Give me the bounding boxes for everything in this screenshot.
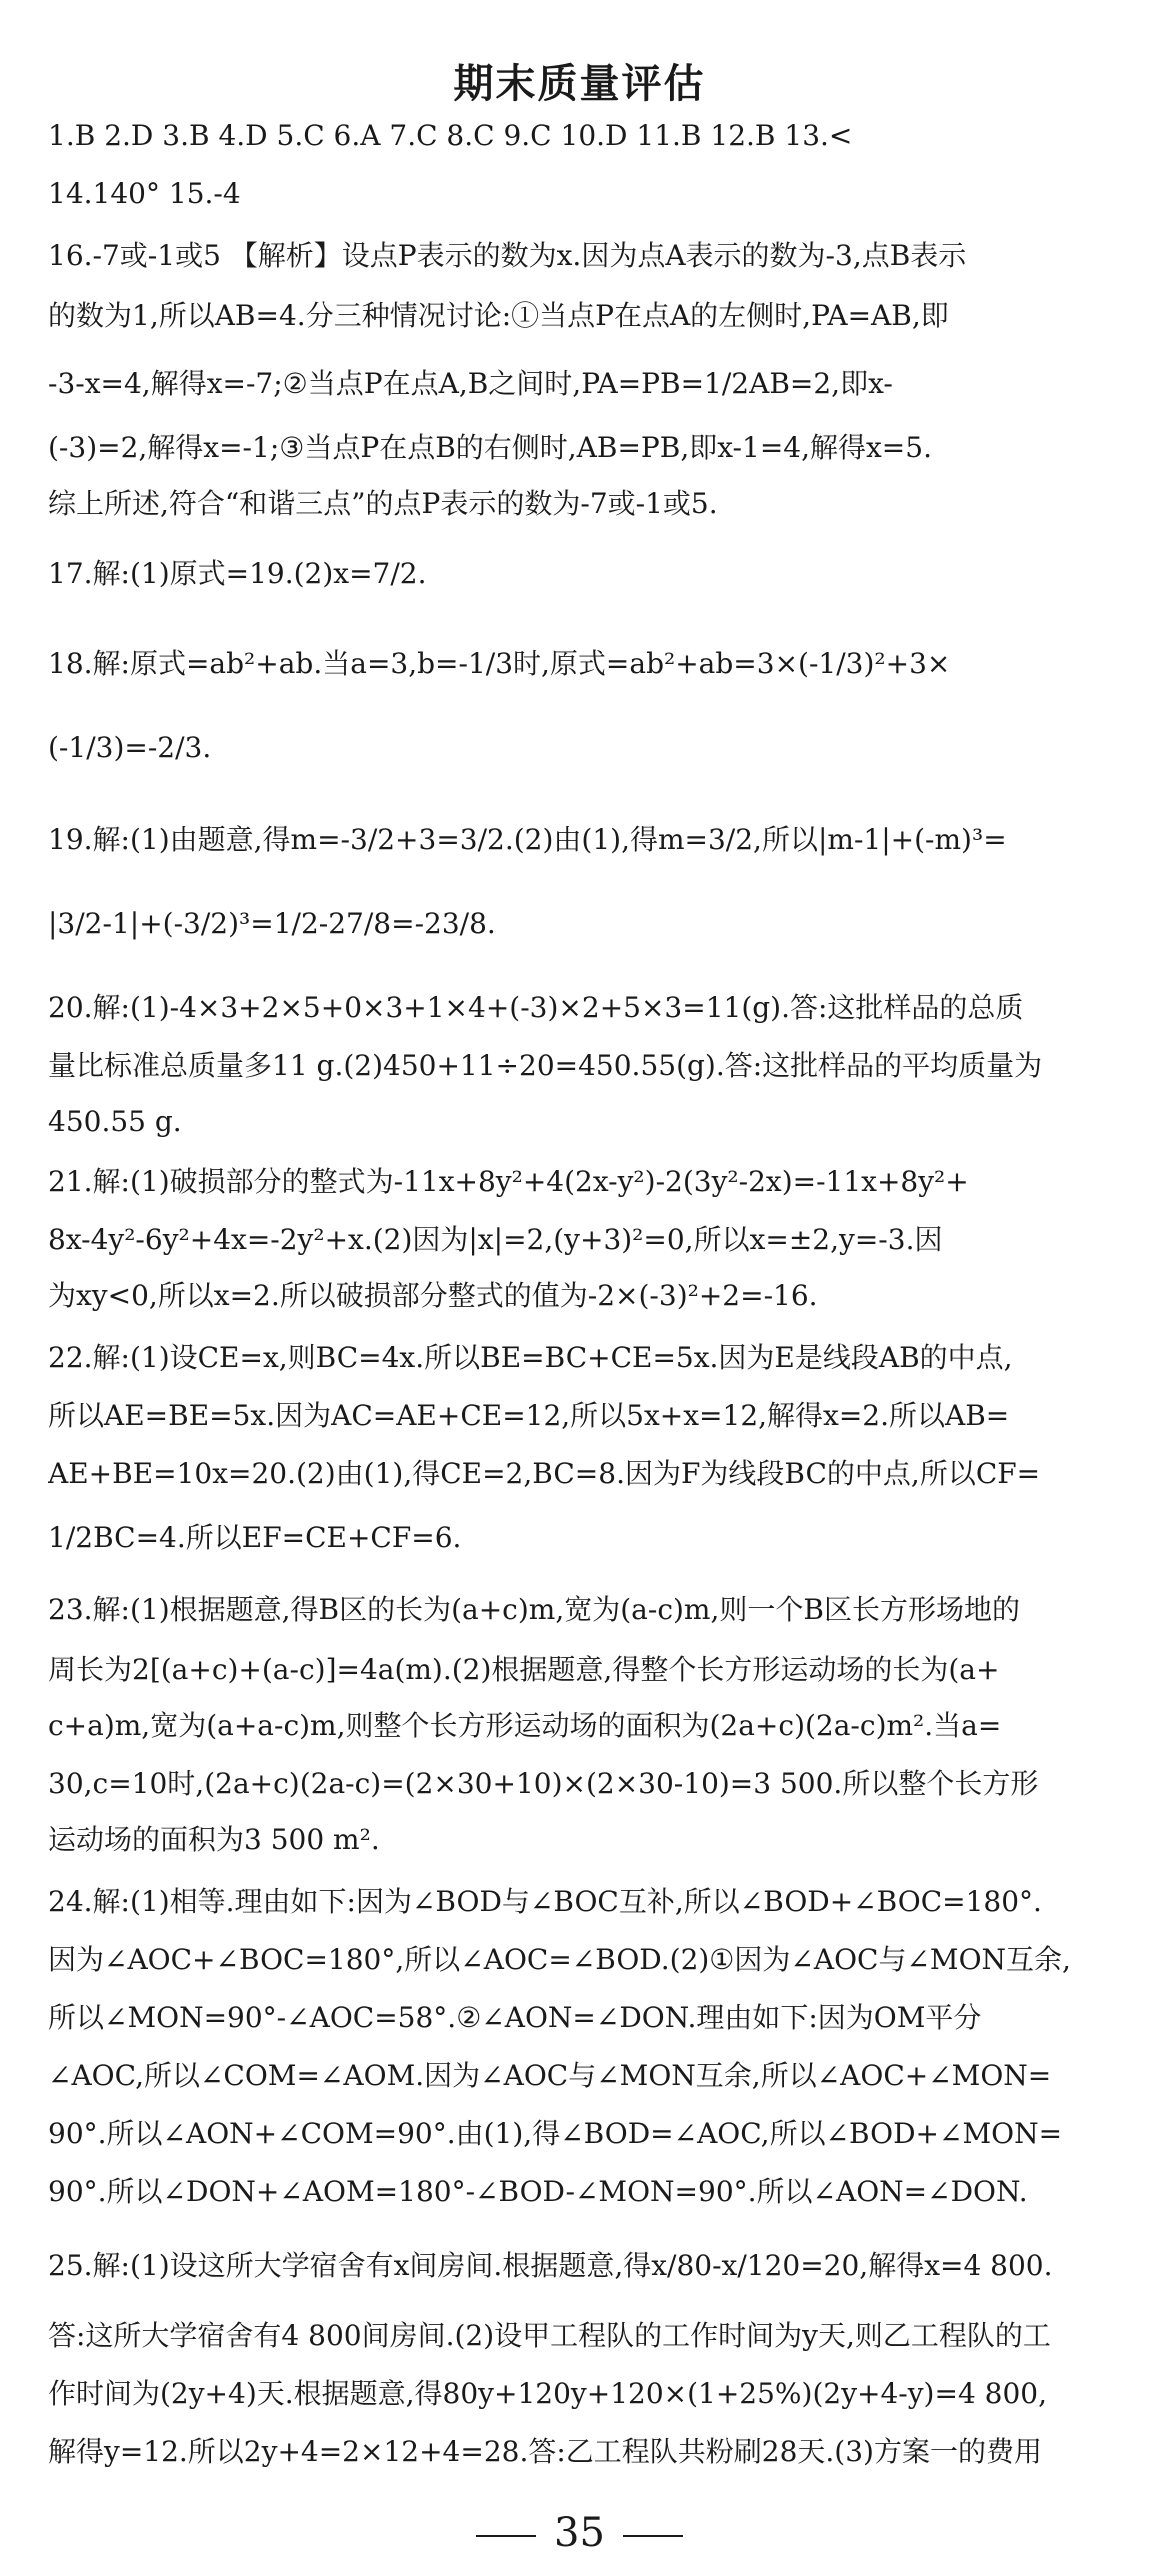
answer-line: c+a)m,宽为(a+a-c)m,则整个长方形运动场的面积为(2a+c)(2a-c)m².当a= [48,1709,1002,1742]
answer-line: 18.解:原式=ab²+ab.当a=3,b=-1/3时,原式=ab²+ab=3×(-1/3)²+3× [48,647,951,680]
page-footer [0,2510,1159,2556]
answer-line: 19.解:(1)由题意,得m=-3/2+3=3/2.(2)由(1),得m=3/2,所以|m-1|+(-m)³= [48,823,1007,856]
answer-line: ∠AOC,所以∠COM=∠AOM.因为∠AOC与∠MON互余,所以∠AOC+∠MON= [48,2059,1052,2092]
answer-line: 答:这所大学宿舍有4 800间房间.(2)设甲工程队的工作时间为y天,则乙工程队的工 [48,2319,1051,2352]
answer-line: 为xy<0,所以x=2.所以破损部分整式的值为-2×(-3)²+2=-16. [48,1279,818,1312]
answer-line: 周长为2[(a+c)+(a-c)]=4a(m).(2)根据题意,得整个长方形运动场的长为(a+ [48,1653,1000,1686]
answer-line: 17.解:(1)原式=19.(2)x=7/2. [48,557,427,590]
answer-line: 22.解:(1)设CE=x,则BC=4x.所以BE=BC+CE=5x.因为E是线段AB的中点, [48,1341,1013,1374]
answer-line: 因为∠AOC+∠BOC=180°,所以∠AOC=∠BOD.(2)①因为∠AOC与∠MON互余, [48,1943,1071,1976]
answer-line: 30,c=10时,(2a+c)(2a-c)=(2×30+10)×(2×30-10)=3 500.所以整个长方形 [48,1767,1039,1800]
answer-line: 23.解:(1)根据题意,得B区的长为(a+c)m,宽为(a-c)m,则一个B区长方形场地的 [48,1593,1020,1626]
page-number: 35 [554,2510,605,2556]
answer-line: 1/2BC=4.所以EF=CE+CF=6. [48,1521,462,1554]
answer-line: (-3)=2,解得x=-1;③当点P在点B的右侧时,AB=PB,即x-1=4,解得x=5. [48,431,932,464]
answer-line: 21.解:(1)破损部分的整式为-11x+8y²+4(2x-y²)-2(3y²-2x)=-11x+8y²+ [48,1165,969,1198]
footer-rule-left [476,2535,536,2537]
answer-line: 所以∠MON=90°-∠AOC=58°.②∠AON=∠DON.理由如下:因为OM平分 [48,2001,982,2034]
answer-line: 所以AE=BE=5x.因为AC=AE+CE=12,所以5x+x=12,解得x=2.所以AB= [48,1399,1010,1432]
answer-line: 25.解:(1)设这所大学宿舍有x间房间.根据题意,得x/80-x/120=20,解得x=4 800. [48,2249,1053,2282]
answer-line: 综上所述,符合“和谐三点”的点P表示的数为-7或-1或5. [48,487,718,520]
answer-line: |3/2-1|+(-3/2)³=1/2-27/8=-23/8. [48,907,496,940]
answer-line: 24.解:(1)相等.理由如下:因为∠BOD与∠BOC互补,所以∠BOD+∠BOC=180°. [48,1885,1042,1918]
answer-line: 量比标准总质量多11 g.(2)450+11÷20=450.55(g).答:这批样品的平均质量为 [48,1049,1043,1082]
answer-line: 450.55 g. [48,1105,182,1138]
page-title: 期末质量评估 [453,60,706,107]
footer-rule-right [623,2535,683,2537]
answer-line: 90°.所以∠DON+∠AOM=180°-∠BOD-∠MON=90°.所以∠AON=∠DON. [48,2175,1028,2208]
answer-line: (-1/3)=-2/3. [48,731,212,764]
answer-line: 作时间为(2y+4)天.根据题意,得80y+120y+120×(1+25%)(2y+4-y)=4 800, [48,2377,1048,2410]
answer-line: AE+BE=10x=20.(2)由(1),得CE=2,BC=8.因为F为线段BC的中点,所以CF= [48,1457,1041,1490]
answer-line: 20.解:(1)-4×3+2×5+0×3+1×4+(-3)×2+5×3=11(g).答:这批样品的总质 [48,991,1024,1024]
answer-line: 90°.所以∠AON+∠COM=90°.由(1),得∠BOD=∠AOC,所以∠BOD+∠MON= [48,2117,1063,2150]
answer-line: -3-x=4,解得x=-7;②当点P在点A,B之间时,PA=PB=1/2AB=2,即x- [48,367,893,400]
answer-line: 16.-7或-1或5 【解析】设点P表示的数为x.因为点A表示的数为-3,点B表示 [48,239,967,272]
answer-line: 解得y=12.所以2y+4=2×12+4=28.答:乙工程队共粉刷28天.(3)方案一的费用 [48,2435,1042,2468]
answer-line: 的数为1,所以AB=4.分三种情况讨论:①当点P在点A的左侧时,PA=AB,即 [48,299,949,332]
answer-line: 1.B 2.D 3.B 4.D 5.C 6.A 7.C 8.C 9.C 10.D 11.B 12.B 13.< [48,119,853,152]
answer-line: 8x-4y²-6y²+4x=-2y²+x.(2)因为|x|=2,(y+3)²=0,所以x=±2,y=-3.因 [48,1223,943,1256]
answer-line: 运动场的面积为3 500 m². [48,1823,380,1856]
answer-line: 14.140° 15.-4 [48,177,241,210]
